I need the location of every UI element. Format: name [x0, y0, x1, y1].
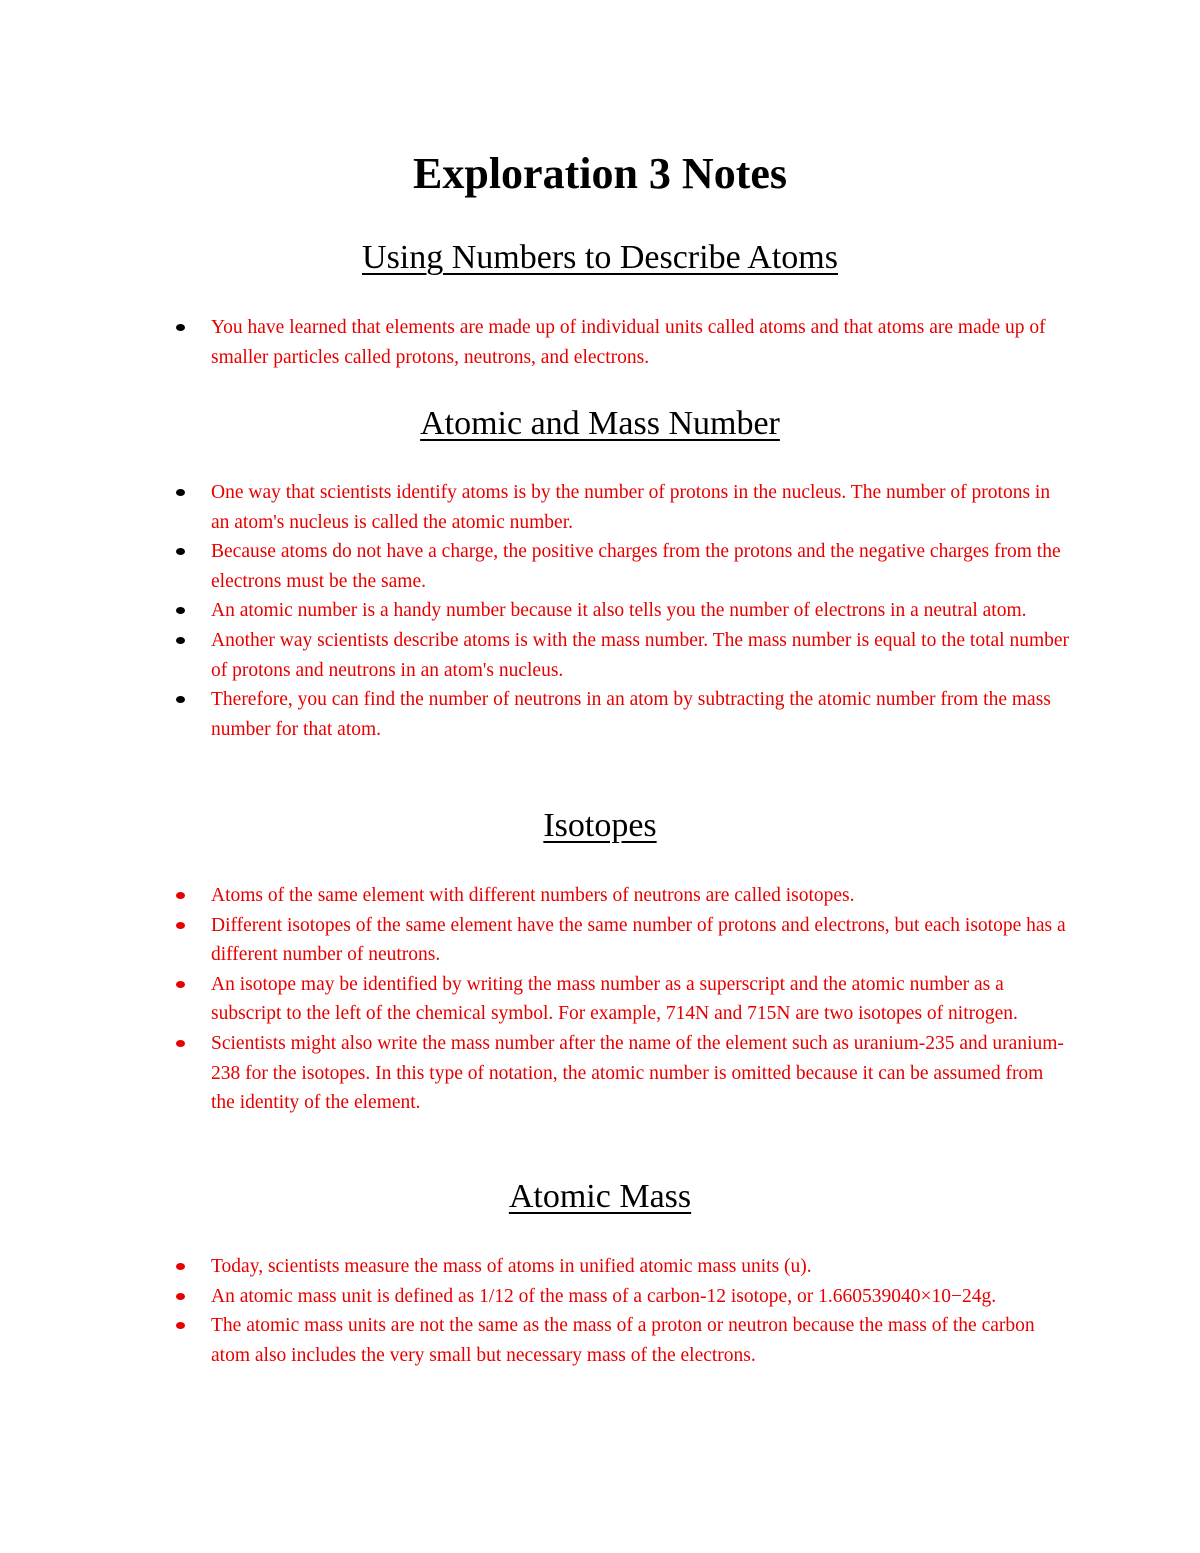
bullet-icon — [176, 981, 185, 988]
list-item: Because atoms do not have a charge, the positive charges from the protons and the negative charges from the electrons must be the same. — [0, 537, 1200, 596]
bullet-icon — [176, 607, 185, 614]
list-item: An atomic mass unit is defined as 1/12 of the mass of a carbon-12 isotope, or 1.660539040×10−24g. — [0, 1282, 1200, 1312]
bullet-list-isotopes — [0, 881, 1200, 1118]
list-item: Today, scientists measure the mass of atoms in unified atomic mass units (u). — [0, 1252, 1200, 1282]
bullet-icon — [176, 1263, 185, 1270]
list-item: One way that scientists identify atoms is by the number of protons in the nucleus. The number of protons in an atom's nucleus is called the atomic number. — [0, 478, 1200, 537]
bullet-list-atomic-and-mass-number — [0, 478, 1200, 744]
bullet-list-using-numbers — [0, 313, 1200, 372]
bullet-icon — [176, 922, 185, 929]
bullet-icon — [176, 1322, 185, 1329]
list-item: An isotope may be identified by writing the mass number as a superscript and the atomic number as a subscript to the left of the chemical symbol. For example, 714N and 715N are two isotopes of nitrogen. — [0, 970, 1200, 1029]
list-item: You have learned that elements are made up of individual units called atoms and that atoms are made up of smaller particles called protons, neutrons, and electrons. — [0, 313, 1200, 372]
section-heading-using-numbers: Using Numbers to Describe Atoms — [362, 239, 838, 276]
bullet-icon — [176, 489, 185, 496]
section-heading-isotopes: Isotopes — [543, 807, 657, 844]
bullet-icon — [176, 637, 185, 644]
section-heading-atomic-mass: Atomic Mass — [508, 1178, 692, 1215]
list-item: Different isotopes of the same element have the same number of protons and electrons, but each isotope has a different number of neutrons. — [0, 911, 1200, 970]
list-item: An atomic number is a handy number because it also tells you the number of electrons in a neutral atom. — [0, 596, 1200, 626]
document-title: Exploration 3 Notes — [413, 149, 787, 198]
bullet-list-atomic-mass — [0, 1252, 1200, 1370]
bullet-icon — [176, 696, 185, 703]
list-item: Atoms of the same element with different numbers of neutrons are called isotopes. — [0, 881, 1200, 911]
bullet-icon — [176, 1040, 185, 1047]
bullet-icon — [176, 324, 185, 331]
list-item: Therefore, you can find the number of neutrons in an atom by subtracting the atomic number from the mass number for that atom. — [0, 685, 1200, 744]
section-heading-atomic-and-mass-number: Atomic and Mass Number — [420, 405, 780, 442]
list-item: Another way scientists describe atoms is with the mass number. The mass number is equal to the total number of protons and neutrons in an atom's nucleus. — [0, 626, 1200, 685]
bullet-icon — [176, 1293, 185, 1300]
bullet-icon — [176, 892, 185, 899]
bullet-icon — [176, 548, 185, 555]
list-item: The atomic mass units are not the same as the mass of a proton or neutron because the mass of the carbon atom also includes the very small but necessary mass of the electrons. — [0, 1311, 1200, 1370]
list-item: Scientists might also write the mass number after the name of the element such as uranium-235 and uranium-238 for the isotopes. In this type of notation, the atomic number is omitted because it can be assumed from the identity of the element. — [0, 1029, 1200, 1118]
